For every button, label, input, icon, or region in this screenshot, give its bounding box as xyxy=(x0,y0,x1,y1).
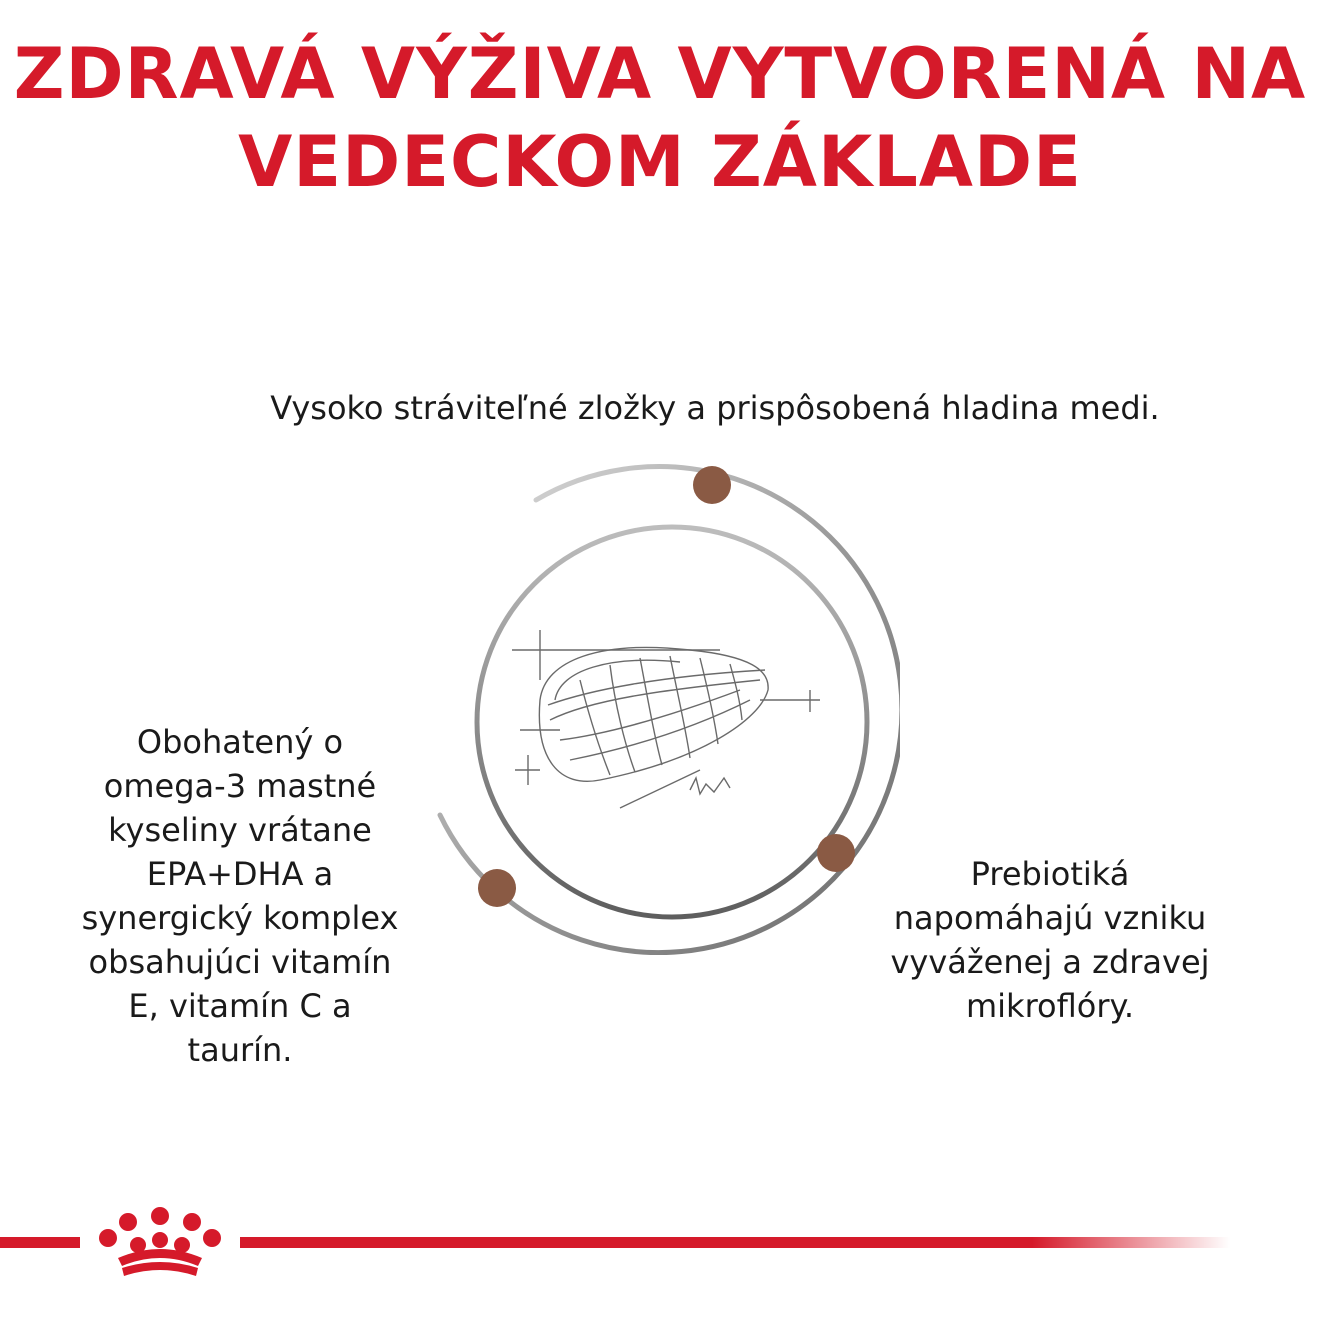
headline-line-1: ZDRAVÁ VÝŽIVA VYTVORENÁ NA xyxy=(13,33,1307,115)
inner-ring xyxy=(477,527,867,917)
benefit-diagram xyxy=(420,455,900,955)
benefit-omega3-line: synergický komplex xyxy=(81,899,399,937)
liver-sketch-icon xyxy=(512,630,820,808)
benefit-digestibility: Vysoko stráviteľné zložky a prispôsobená hladina medi. xyxy=(270,389,1160,427)
benefit-dot-right xyxy=(817,834,855,872)
benefit-omega3-line: E, vitamín C a xyxy=(128,987,352,1025)
benefit-prebiotics-line: napomáhajú vzniku xyxy=(893,899,1207,937)
benefit-dot-top xyxy=(693,466,731,504)
benefit-omega3 xyxy=(60,720,420,1072)
benefit-omega3-line: taurín. xyxy=(187,1031,293,1069)
benefit-prebiotics-line: vyváženej a zdravej xyxy=(890,943,1210,981)
royal-canin-crown-logo xyxy=(99,1207,221,1276)
benefit-omega3-line: obsahujúci vitamín xyxy=(88,943,392,981)
benefit-prebiotics-line: Prebiotiká xyxy=(970,855,1130,893)
brand-footer xyxy=(0,1200,1320,1300)
benefit-omega3-line: kyseliny vrátane xyxy=(108,811,372,849)
benefit-omega3-line: EPA+DHA a xyxy=(146,855,334,893)
benefit-prebiotics xyxy=(870,852,1230,1028)
brand-line-left xyxy=(0,1237,80,1248)
headline xyxy=(0,30,1320,206)
benefit-dot-left xyxy=(478,869,516,907)
benefit-omega3-line: Obohatený o xyxy=(136,723,344,761)
benefit-omega3-line: omega-3 mastné xyxy=(103,767,377,805)
headline-line-2: VEDECKOM ZÁKLADE xyxy=(238,121,1082,203)
brand-line-right xyxy=(240,1237,1230,1248)
benefit-prebiotics-line: mikroflóry. xyxy=(965,987,1135,1025)
